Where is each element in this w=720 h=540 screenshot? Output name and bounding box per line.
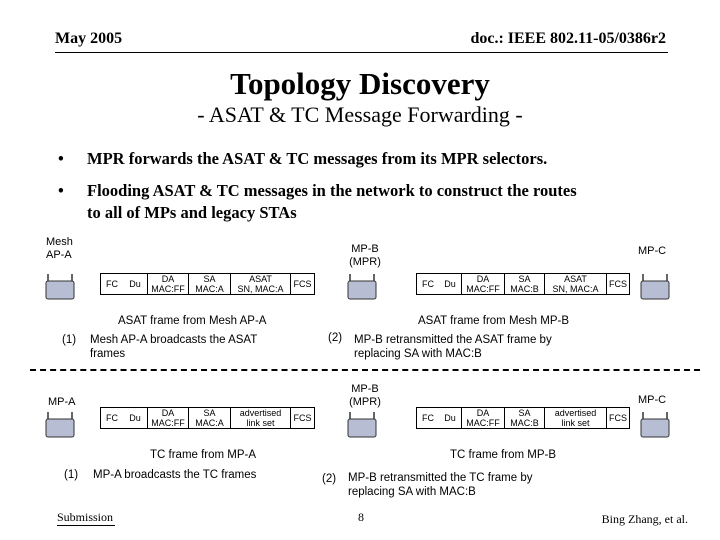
frame-da: DA MAC:FF: [147, 408, 189, 428]
slide-subtitle: - ASAT & TC Message Forwarding -: [197, 102, 523, 127]
access-point-icon: [45, 272, 75, 300]
asat-frame-from-ap-a: [100, 273, 315, 295]
frame-du: Du: [444, 279, 456, 289]
step-1-number: (1): [62, 334, 77, 346]
caption-asat-from-mp-b: ASAT frame from Mesh MP-B: [418, 315, 570, 327]
bullet-dot-1: •: [58, 149, 64, 168]
caption-asat-from-ap-a: ASAT frame from Mesh AP-A: [118, 315, 267, 327]
bullet-dot-2: •: [58, 181, 64, 200]
frame-sa: SA MAC:A: [189, 274, 231, 294]
frame-fc: FC: [106, 413, 118, 423]
frame-tc-body: advertised link set: [545, 408, 607, 428]
header-rule: [55, 52, 668, 53]
frame-fc: FC: [422, 413, 434, 423]
caption-tc-from-mp-b: TC frame from MP-B: [450, 449, 557, 461]
bottom-left-node-label: MP-A: [48, 396, 76, 408]
step-2-text: MP-B retransmitted the ASAT frame by replacing SA with MAC:B: [354, 334, 552, 360]
bottom-step-2-number: (2): [322, 473, 337, 485]
frame-fcs: FCS: [293, 413, 312, 423]
header-date: May 2005: [55, 30, 123, 47]
frame-sa: SA MAC:B: [505, 408, 545, 428]
top-right-node-label: MP-C: [638, 245, 667, 257]
footer-rule: [57, 525, 115, 526]
bullet-1: MPR forwards the ASAT & TC messages from its MPR selectors.: [87, 149, 548, 168]
frame-sa: SA MAC:A: [189, 408, 231, 428]
frame-fcs: FCS: [609, 413, 627, 423]
footer-author: Bing Zhang, et al.: [601, 512, 688, 526]
step-2-number: (2): [328, 332, 343, 344]
frame-fcs: FCS: [609, 279, 627, 289]
frame-asat-body: ASAT SN, MAC:A: [545, 274, 607, 294]
frame-fc: FC: [422, 279, 434, 289]
tc-frame-from-mp-a: [100, 407, 315, 429]
bullet-2: Flooding ASAT & TC messages in the network to construct the routes: [87, 181, 577, 200]
mesh-point-a-icon: [45, 410, 75, 438]
asat-frame-from-mp-b: [416, 273, 630, 295]
frame-du: Du: [129, 413, 141, 423]
bottom-mid-node-label: MP-B (MPR): [349, 383, 381, 408]
step-1-text: Mesh AP-A broadcasts the ASAT frames: [90, 334, 258, 360]
top-mid-node-label: MP-B (MPR): [349, 243, 381, 268]
frame-du: Du: [129, 279, 141, 289]
mesh-point-mpr-icon: [347, 410, 377, 438]
slide-title: Topology Discovery: [230, 66, 490, 101]
top-left-node-label: Mesh AP-A: [46, 236, 73, 261]
mesh-point-icon: [640, 272, 670, 300]
frame-fcs: FCS: [293, 279, 312, 289]
footer-page-number: 8: [358, 510, 364, 524]
caption-tc-from-mp-a: TC frame from MP-A: [150, 449, 257, 461]
mesh-point-mpr-icon: [347, 272, 377, 300]
frame-asat-body: ASAT SN, MAC:A: [231, 274, 291, 294]
frame-tc-body: advertised link set: [231, 408, 291, 428]
frame-da: DA MAC:FF: [147, 274, 189, 294]
bottom-step-2-text: MP-B retransmitted the TC frame by replacing SA with MAC:B: [348, 472, 533, 498]
frame-da: DA MAC:FF: [461, 274, 505, 294]
bottom-step-1-number: (1): [64, 469, 79, 481]
bullet-2-cont: to all of MPs and legacy STAs: [87, 203, 297, 222]
frame-fc: FC: [106, 279, 118, 289]
frame-sa: SA MAC:B: [505, 274, 545, 294]
bottom-right-node-label: MP-C: [638, 394, 667, 406]
bottom-step-1-text: MP-A broadcasts the TC frames: [93, 469, 257, 481]
frame-du: Du: [444, 413, 456, 423]
frame-da: DA MAC:FF: [461, 408, 505, 428]
mesh-point-c-icon: [640, 410, 670, 438]
section-divider: [30, 369, 700, 371]
footer-submission: Submission: [57, 510, 114, 524]
header-doc-id: doc.: IEEE 802.11-05/0386r2: [470, 30, 666, 47]
tc-frame-from-mp-b: [416, 407, 630, 429]
